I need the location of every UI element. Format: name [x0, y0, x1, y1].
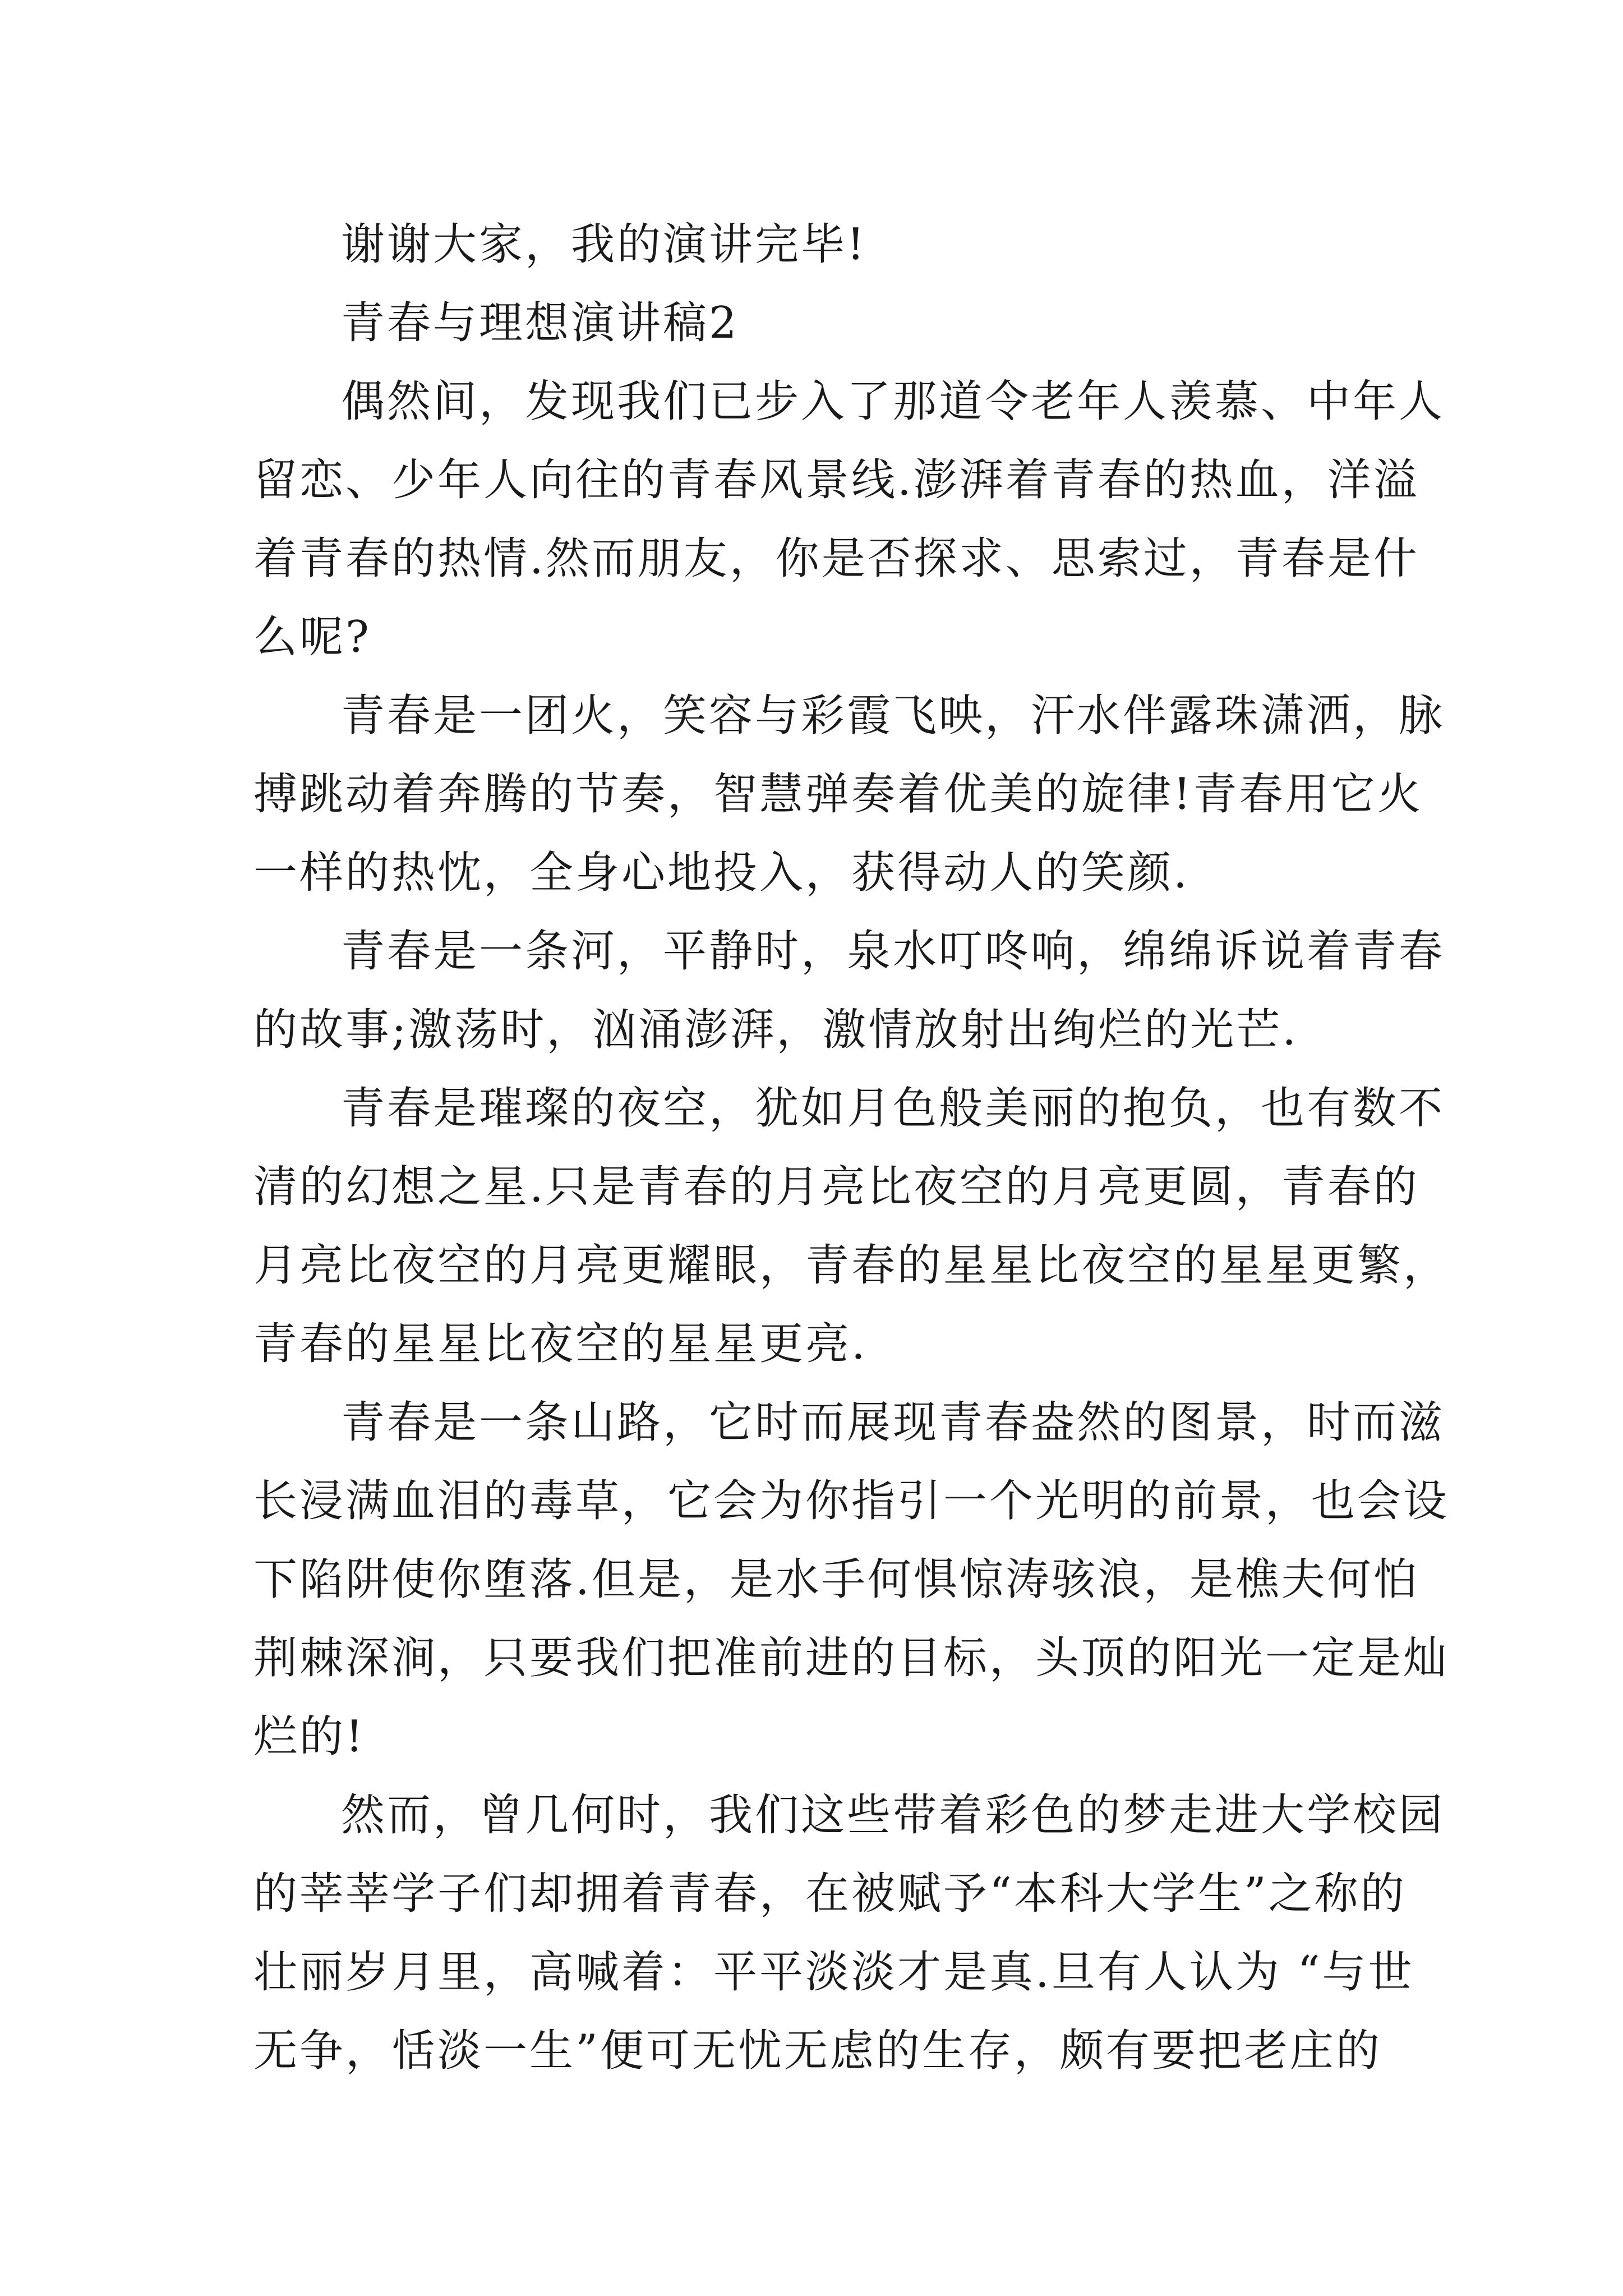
paragraph-line: 么呢?	[253, 612, 371, 662]
paragraph-line: 月亮比夜空的月亮更耀眼，青春的星星比夜空的星星更繁，	[253, 1240, 1450, 1291]
paragraph-line: 的故事;激荡时，汹涌澎湃，激情放射出绚烂的光芒.	[253, 1005, 1299, 1055]
section-title: 青春与理想演讲稿2	[341, 298, 739, 348]
paragraph-line: 留恋、少年人向往的青春风景线.澎湃着青春的热血，洋溢	[253, 455, 1419, 505]
paragraph-line: 壮丽岁月里，高喊着：平平淡淡才是真.旦有人认为 “与世	[253, 1947, 1414, 1998]
paragraph-line: 着青春的热情.然而朋友，你是否探求、思索过，青春是什	[253, 533, 1419, 584]
paragraph-line: 无争，恬淡一生”便可无忧无虑的生存，颇有要把老庄的	[253, 2026, 1382, 2076]
paragraph-line: 清的幻想之星.只是青春的月亮比夜空的月亮更圆，青春的	[253, 1162, 1419, 1212]
closing-line: 谢谢大家，我的演讲完毕!	[341, 219, 867, 270]
paragraph-line: 偶然间，发现我们已步入了那道令老年人羡慕、中年人	[341, 376, 1445, 427]
paragraph-line: 荆棘深涧，只要我们把准前进的目标，头顶的阳光一定是灿	[253, 1633, 1450, 1683]
paragraph-line: 青春是一条河，平静时，泉水叮咚响，绵绵诉说着青春	[341, 926, 1445, 977]
paragraph-line: 青春是一团火，笑容与彩霞飞映，汗水伴露珠潇洒，脉	[341, 691, 1445, 741]
paragraph-line: 长浸满血泪的毒草，它会为你指引一个光明的前景，也会设	[253, 1476, 1450, 1526]
paragraph-line: 的莘莘学子们却拥着青春，在被赋予“本科大学生”之称的	[253, 1869, 1407, 1919]
paragraph-line: 青春是璀璨的夜空，犹如月色般美丽的抱负，也有数不	[341, 1083, 1445, 1134]
paragraph-line: 青春是一条山路，它时而展现青春盎然的图景，时而滋	[341, 1397, 1445, 1448]
paragraph-line: 一样的热忱，全身心地投入，获得动人的笑颜.	[253, 848, 1189, 898]
paragraph-line: 然而，曾几何时，我们这些带着彩色的梦走进大学校园	[341, 1790, 1445, 1841]
paragraph-line: 下陷阱使你堕落.但是，是水手何惧惊涛骇浪，是樵夫何怕	[253, 1554, 1419, 1605]
paragraph-line: 烂的!	[253, 1711, 366, 1762]
paragraph-line: 青春的星星比夜空的星星更亮.	[253, 1319, 868, 1369]
paragraph-line: 搏跳动着奔腾的节奏，智慧弹奏着优美的旋律!青春用它火	[253, 769, 1423, 820]
